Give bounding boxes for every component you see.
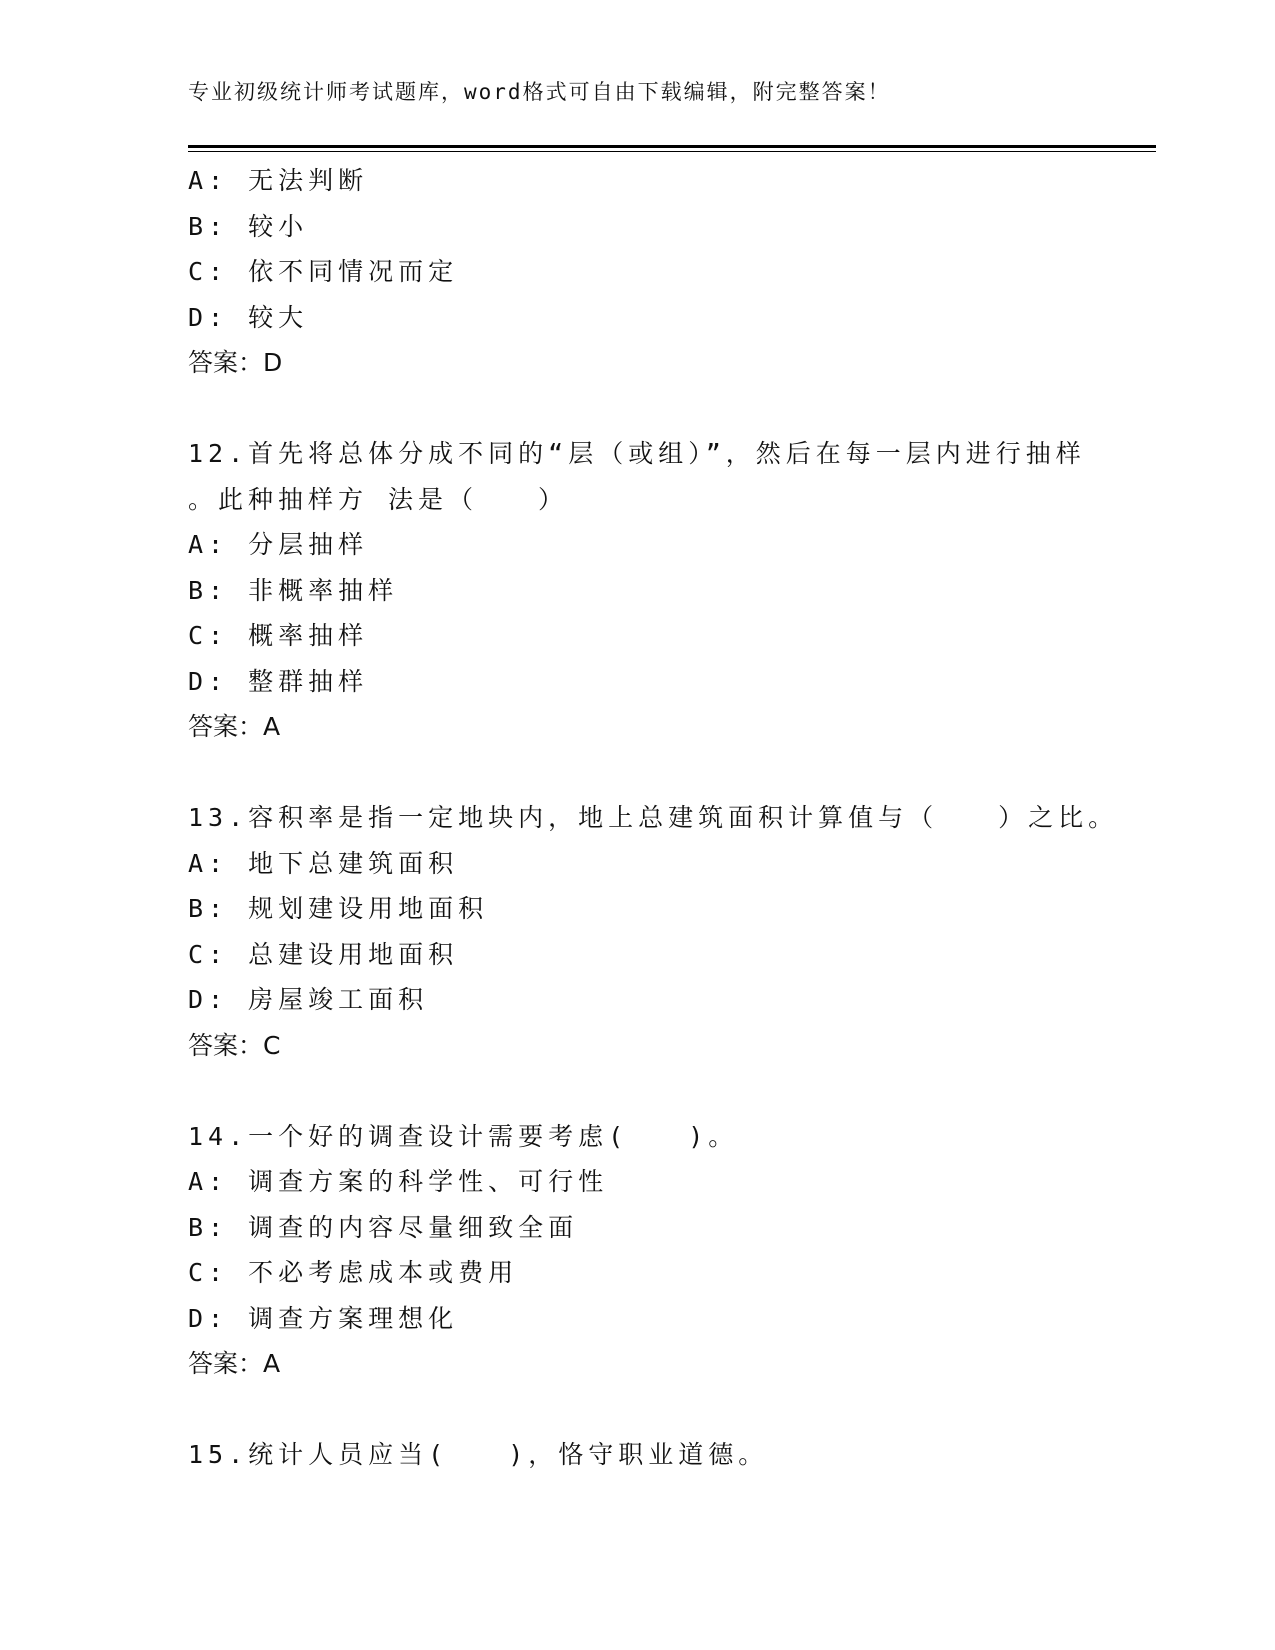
question-block xyxy=(188,431,1148,750)
option-a xyxy=(188,522,1148,568)
option-d xyxy=(188,659,1148,705)
option-d xyxy=(188,295,1148,341)
page-header: 专业初级统计师考试题库，word格式可自由下载编辑，附完整答案！ xyxy=(188,80,891,104)
option-b xyxy=(188,568,1148,614)
option-a xyxy=(188,1159,1148,1205)
option-key: A: xyxy=(188,1167,229,1196)
option-key: C: xyxy=(188,1258,229,1287)
option-key: C: xyxy=(188,257,229,286)
answer-line: 答案：A xyxy=(188,712,281,741)
option-key: A: xyxy=(188,530,229,559)
question-text: 12.首先将总体分成不同的“层（或组）”，然后在每一层内进行抽样 xyxy=(188,439,1086,468)
option-text: 调查方案理想化 xyxy=(248,1303,459,1333)
option-text: 房屋竣工面积 xyxy=(248,985,429,1014)
option-key: B: xyxy=(188,1212,229,1242)
option-text: 概率抽样 xyxy=(248,621,369,650)
option-text: 调查方案的科学性、可行性 xyxy=(248,1167,609,1196)
option-key: B: xyxy=(188,211,229,241)
option-c xyxy=(188,613,1148,659)
option-text: 非概率抽样 xyxy=(248,575,399,605)
option-key: C: xyxy=(188,939,229,969)
option-key: B: xyxy=(188,575,229,605)
header-rule-thin xyxy=(188,151,1156,152)
question-text: 14.一个好的调查设计需要考虑( )。 xyxy=(188,1121,739,1151)
option-text: 依不同情况而定 xyxy=(248,257,459,286)
question-block xyxy=(188,1114,1148,1387)
block-spacer xyxy=(188,1387,1148,1433)
option-c xyxy=(188,1250,1148,1296)
option-text: 调查的内容尽量细致全面 xyxy=(248,1212,579,1242)
option-key: A: xyxy=(188,848,229,878)
option-b xyxy=(188,1205,1148,1251)
option-d xyxy=(188,1296,1148,1342)
option-text: 分层抽样 xyxy=(248,530,369,559)
option-b xyxy=(188,886,1148,932)
option-d xyxy=(188,977,1148,1023)
header-rule-thick xyxy=(188,145,1156,148)
question-list xyxy=(188,158,1148,1478)
option-key: A: xyxy=(188,166,229,195)
option-b xyxy=(188,204,1148,250)
question-block xyxy=(188,795,1148,1068)
option-text: 地下总建筑面积 xyxy=(248,848,459,878)
option-a xyxy=(188,841,1148,887)
option-text: 不必考虑成本或费用 xyxy=(248,1258,519,1287)
option-key: B: xyxy=(188,894,229,923)
option-key: D: xyxy=(188,302,229,332)
question-text: 。此种抽样方 法是（ ） xyxy=(188,484,569,514)
option-text: 较小 xyxy=(248,211,309,241)
option-text: 规划建设用地面积 xyxy=(248,894,489,923)
option-text: 整群抽样 xyxy=(248,666,369,696)
block-spacer xyxy=(188,750,1148,796)
answer-line: 答案：A xyxy=(188,1349,281,1378)
option-text: 无法判断 xyxy=(248,166,369,195)
option-c xyxy=(188,249,1148,295)
option-key: C: xyxy=(188,621,229,650)
question-block xyxy=(188,158,1148,386)
question-text: 15.统计人员应当( )，恪守职业道德。 xyxy=(188,1440,769,1469)
answer-line: 答案：D xyxy=(188,348,283,377)
option-key: D: xyxy=(188,666,229,696)
block-spacer xyxy=(188,1068,1148,1114)
option-text: 总建设用地面积 xyxy=(248,939,459,969)
option-key: D: xyxy=(188,985,229,1014)
question-text: 13.容积率是指一定地块内，地上总建筑面积计算值与（ ）之比。 xyxy=(188,803,1119,832)
answer-line: 答案：C xyxy=(188,1030,281,1060)
option-text: 较大 xyxy=(248,302,309,332)
option-key: D: xyxy=(188,1303,229,1333)
option-a xyxy=(188,158,1148,204)
question-block xyxy=(188,1432,1148,1478)
block-spacer xyxy=(188,386,1148,432)
option-c xyxy=(188,932,1148,978)
